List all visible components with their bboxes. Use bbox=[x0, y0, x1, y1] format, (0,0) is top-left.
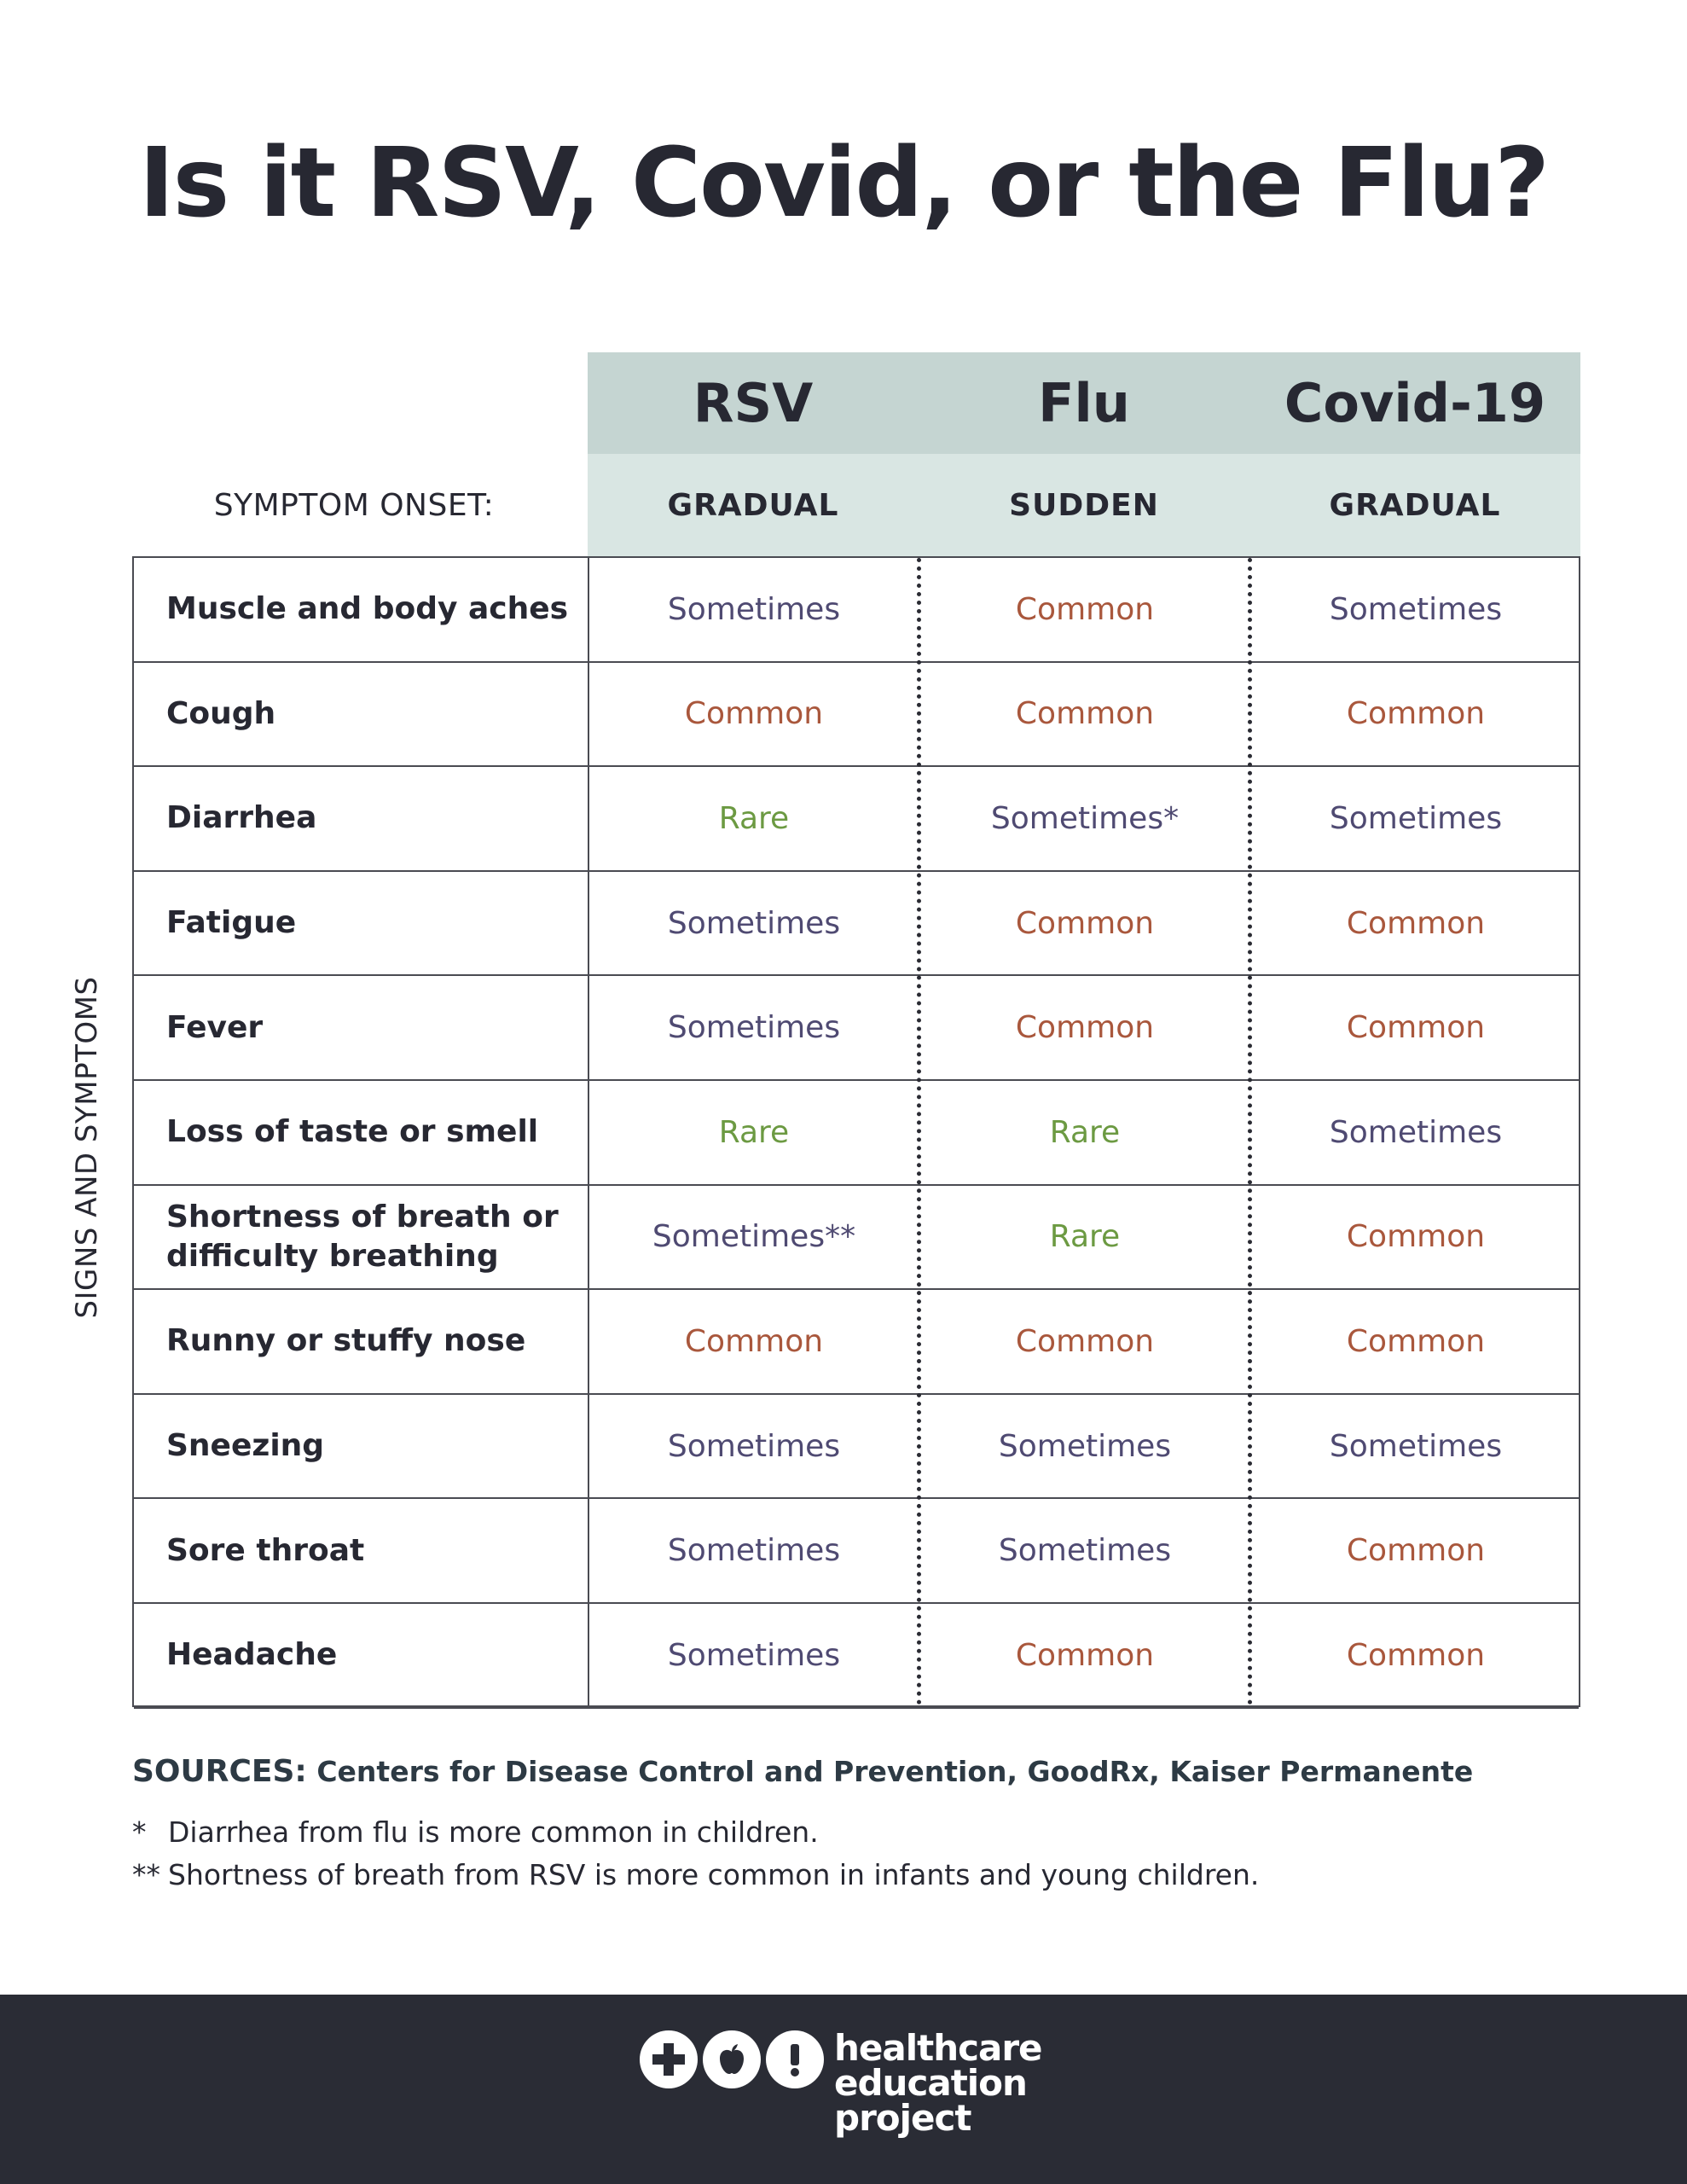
frequency-cell: Rare bbox=[1049, 1114, 1121, 1150]
frequency-cell: Common bbox=[1346, 1323, 1486, 1359]
frequency-cell: Common bbox=[1015, 591, 1155, 627]
frequency-cell: Common bbox=[1346, 696, 1486, 732]
frequency-cell: Sometimes bbox=[998, 1428, 1172, 1464]
frequency-cell: Sometimes bbox=[1329, 1114, 1503, 1150]
sources-line bbox=[132, 1754, 1582, 1789]
frequency-cell: Common bbox=[1346, 905, 1486, 941]
symptom-label: Sneezing bbox=[166, 1428, 325, 1464]
symptom-label: Sore throat bbox=[166, 1532, 365, 1568]
frequency-cell: Common bbox=[1015, 905, 1155, 941]
table-row bbox=[134, 1290, 1579, 1395]
table-row bbox=[134, 558, 1579, 663]
symptom-label: Fatigue bbox=[166, 905, 297, 941]
frequency-cell: Sometimes bbox=[1329, 800, 1503, 836]
logo-line: education bbox=[834, 2062, 1027, 2104]
footnote-mark: ** bbox=[132, 1858, 160, 1891]
table-row bbox=[134, 976, 1579, 1081]
frequency-cell: Sometimes bbox=[667, 1428, 841, 1464]
logo-icons bbox=[640, 2030, 824, 2092]
frequency-cell: Sometimes bbox=[667, 1533, 841, 1569]
frequency-cell: Rare bbox=[718, 1114, 790, 1150]
footer bbox=[0, 1995, 1687, 2184]
plus-icon bbox=[640, 2030, 698, 2088]
table-row bbox=[134, 1499, 1579, 1604]
onset-flu: SUDDEN bbox=[1009, 487, 1159, 523]
frequency-cell: Rare bbox=[718, 800, 790, 836]
footnote-text: Diarrhea from flu is more common in children. bbox=[168, 1815, 819, 1849]
sources-lead: SOURCES: bbox=[132, 1754, 307, 1789]
frequency-cell: Sometimes** bbox=[652, 1219, 856, 1255]
table-row bbox=[134, 1395, 1579, 1500]
frequency-cell: Rare bbox=[1049, 1219, 1121, 1255]
frequency-cell: Common bbox=[1346, 1219, 1486, 1255]
symptom-label: Headache bbox=[166, 1637, 338, 1673]
exclamation-icon bbox=[766, 2030, 824, 2088]
frequency-cell: Sometimes bbox=[667, 1637, 841, 1673]
frequency-cell: Sometimes bbox=[667, 905, 841, 941]
frequency-cell: Sometimes bbox=[667, 591, 841, 627]
frequency-cell: Common bbox=[1346, 1637, 1486, 1673]
onset-rsv: GRADUAL bbox=[667, 487, 839, 523]
table-row bbox=[134, 1081, 1579, 1186]
symptom-table bbox=[132, 556, 1580, 1707]
logo-line: healthcare bbox=[834, 2027, 1042, 2069]
frequency-cell: Common bbox=[1015, 1323, 1155, 1359]
frequency-cell: Common bbox=[1015, 1637, 1155, 1673]
frequency-cell: Common bbox=[684, 696, 824, 732]
footnote-1 bbox=[132, 1815, 1582, 1849]
frequency-cell: Sometimes bbox=[998, 1533, 1172, 1569]
frequency-cell: Sometimes bbox=[667, 1010, 841, 1046]
table-row bbox=[134, 872, 1579, 977]
column-header-rsv: RSV bbox=[693, 372, 814, 434]
symptom-label: Shortness of breath or difficulty breathing bbox=[166, 1199, 559, 1274]
symptom-label: Runny or stuffy nose bbox=[166, 1323, 526, 1359]
onset-covid: GRADUAL bbox=[1329, 487, 1501, 523]
frequency-cell: Sometimes* bbox=[990, 800, 1180, 836]
column-divider bbox=[588, 558, 589, 1705]
side-label-text: SIGNS AND SYMPTOMS bbox=[70, 976, 104, 1319]
table-row bbox=[134, 1186, 1579, 1291]
frequency-cell: Common bbox=[1015, 1010, 1155, 1046]
table-row bbox=[134, 767, 1579, 872]
frequency-cell: Sometimes bbox=[1329, 1428, 1503, 1464]
footnote-mark: * bbox=[132, 1815, 147, 1849]
symptom-label: Muscle and body aches bbox=[166, 591, 569, 627]
symptom-label: Loss of taste or smell bbox=[166, 1114, 539, 1150]
frequency-cell: Common bbox=[1015, 696, 1155, 732]
table-row bbox=[134, 663, 1579, 768]
column-header-covid: Covid-19 bbox=[1284, 372, 1546, 434]
table-row bbox=[134, 1604, 1579, 1709]
dotted-divider-1 bbox=[917, 558, 921, 1705]
footnote-text: Shortness of breath from RSV is more common in infants and young children. bbox=[168, 1858, 1260, 1891]
sources-text: Centers for Disease Control and Prevention, GoodRx, Kaiser Permanente bbox=[316, 1755, 1474, 1788]
frequency-cell: Common bbox=[1346, 1010, 1486, 1046]
symptom-label: Fever bbox=[166, 1009, 264, 1045]
logo-line: project bbox=[834, 2097, 971, 2139]
frequency-cell: Sometimes bbox=[1329, 591, 1503, 627]
symptom-label: Diarrhea bbox=[166, 800, 317, 836]
frequency-cell: Common bbox=[684, 1323, 824, 1359]
footnote-2 bbox=[132, 1858, 1582, 1891]
symptom-onset-label: SYMPTOM ONSET: bbox=[213, 487, 495, 523]
dotted-divider-2 bbox=[1248, 558, 1252, 1705]
logo-wordmark bbox=[834, 2027, 1175, 2139]
symptom-label: Cough bbox=[166, 695, 276, 731]
column-header-flu: Flu bbox=[1038, 372, 1130, 434]
frequency-cell: Common bbox=[1346, 1533, 1486, 1569]
page-title: Is it RSV, Covid, or the Flu? bbox=[138, 128, 1549, 239]
apple-icon bbox=[703, 2030, 761, 2088]
